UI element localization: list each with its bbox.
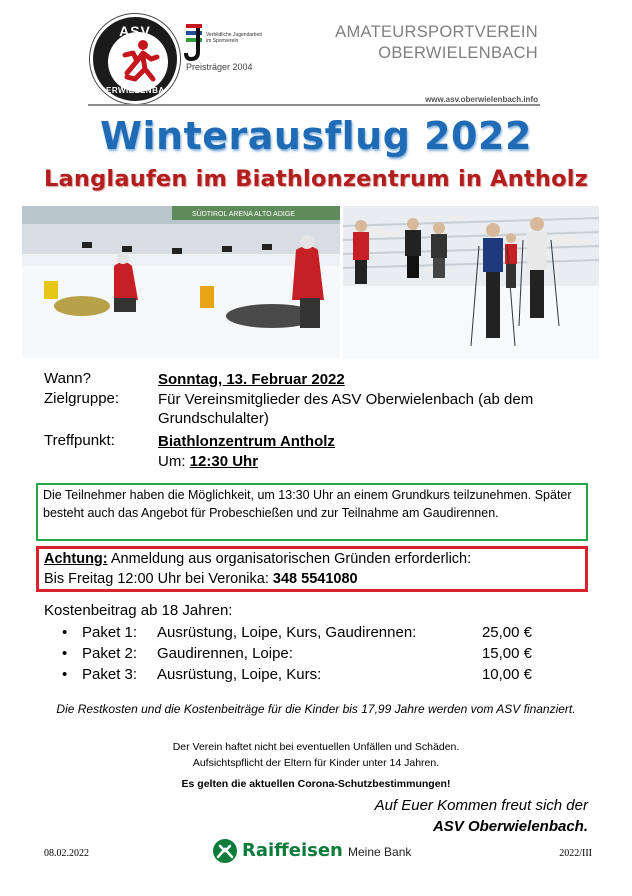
logo-text-top: ASV <box>119 23 151 39</box>
package-item <box>62 624 532 644</box>
registration-line1 <box>44 549 580 569</box>
website-link[interactable]: www.asv.oberwielenbach.info <box>425 95 538 104</box>
registration-line2 <box>44 569 580 589</box>
package-name: Paket 3: <box>82 666 138 683</box>
header-divider <box>88 104 540 106</box>
page-title: Winterausflug 2022 <box>100 114 532 158</box>
treffpunkt-value: Biathlonzentrum Antholz <box>158 433 335 450</box>
award-small-text: Verbildliche Jugendarbeit im Sportverein <box>206 32 262 44</box>
zielgruppe-label: Zielgruppe: <box>44 390 120 407</box>
phone-number: 348 5541080 <box>272 571 358 587</box>
liability-note: Der Verein haftet nicht bei eventuellen Unfällen und Schäden. <box>172 741 460 753</box>
page-subtitle: Langlaufen im Biathlonzentrum in Antholz <box>43 166 588 192</box>
bank-slogan: Meine Bank <box>348 845 412 859</box>
bullet-icon: • <box>62 645 68 662</box>
arena-banner-text: SÜDTIROL ARENA ALTO ADIGE <box>192 211 295 218</box>
package-name: Paket 1: <box>82 624 138 641</box>
time-row <box>158 452 578 471</box>
corona-note: Es gelten die aktuellen Corona-Schutzbestimmungen! <box>181 778 451 790</box>
bullet-icon: • <box>62 666 68 683</box>
um-value: 12:30 Uhr <box>189 453 259 470</box>
club-name-line1: AMATEURSPORTVEREIN <box>335 23 538 41</box>
package-price: 15,00 € <box>481 645 532 662</box>
course-info-box: Die Teilnehmer haben die Möglichkeit, um 13:30 Uhr an einem Grundkurs teilzunehmen. Später besteht auch das Angebot für Probeschießen und zur Teilnahme am Gaudirennen. <box>36 483 588 541</box>
funding-note: Die Restkosten und die Kostenbeiträge für die Kinder bis 17,99 Jahre werden vom ASV finanziert. <box>56 702 576 716</box>
award-j-icon <box>184 22 206 62</box>
document-number: 2022/III <box>559 848 592 859</box>
package-desc: Gaudirennen, Loipe: <box>157 645 293 662</box>
cross-country-group-photo <box>343 206 599 358</box>
package-price: 10,00 € <box>481 666 532 683</box>
award-price-text: Preisträger 2004 <box>186 62 253 72</box>
bank-name: Raiffeisen <box>242 840 343 861</box>
package-item <box>62 645 532 665</box>
package-name: Paket 2: <box>82 645 138 662</box>
logo-text-bottom: OBERWIELENBACH <box>93 86 178 95</box>
supervision-note: Aufsichtspflicht der Eltern für Kinder unter 14 Jahren. <box>192 757 440 769</box>
um-label: Um: <box>158 453 186 470</box>
registration-text: Anmeldung aus organisatorischen Gründen erforderlich: <box>107 551 472 567</box>
footer-date: 08.02.2022 <box>44 848 89 859</box>
wann-label: Wann? <box>44 370 91 387</box>
cost-heading: Kostenbeitrag ab 18 Jahren: <box>44 602 233 619</box>
club-name-line2: OBERWIELENBACH <box>378 44 538 62</box>
treffpunkt-label: Treffpunkt: <box>44 432 115 449</box>
package-price: 25,00 € <box>481 624 532 641</box>
closing-line1: Auf Euer Kommen freut sich der <box>374 797 588 814</box>
package-item <box>62 666 532 686</box>
zielgruppe-value: Für Vereinsmitglieder des ASV Oberwielenbach (ab dem Grundschulalter) <box>158 391 534 427</box>
package-desc: Ausrüstung, Loipe, Kurs, Gaudirennen: <box>157 624 417 641</box>
raiffeisen-gable-icon <box>212 838 238 864</box>
bullet-icon: • <box>62 624 68 641</box>
club-name <box>335 22 538 64</box>
registration-box <box>36 546 588 592</box>
award-badge <box>184 22 264 74</box>
deadline-text: Bis Freitag 12:00 Uhr bei Veronika: <box>44 571 273 587</box>
asv-logo <box>90 14 180 104</box>
raiffeisen-logo <box>212 838 432 864</box>
wann-value: Sonntag, 13. Februar 2022 <box>158 371 345 388</box>
biathlon-shooting-photo <box>22 206 340 358</box>
achtung-label: Achtung: <box>44 551 108 567</box>
closing-line2: ASV Oberwielenbach. <box>432 818 588 835</box>
package-desc: Ausrüstung, Loipe, Kurs: <box>157 666 322 683</box>
